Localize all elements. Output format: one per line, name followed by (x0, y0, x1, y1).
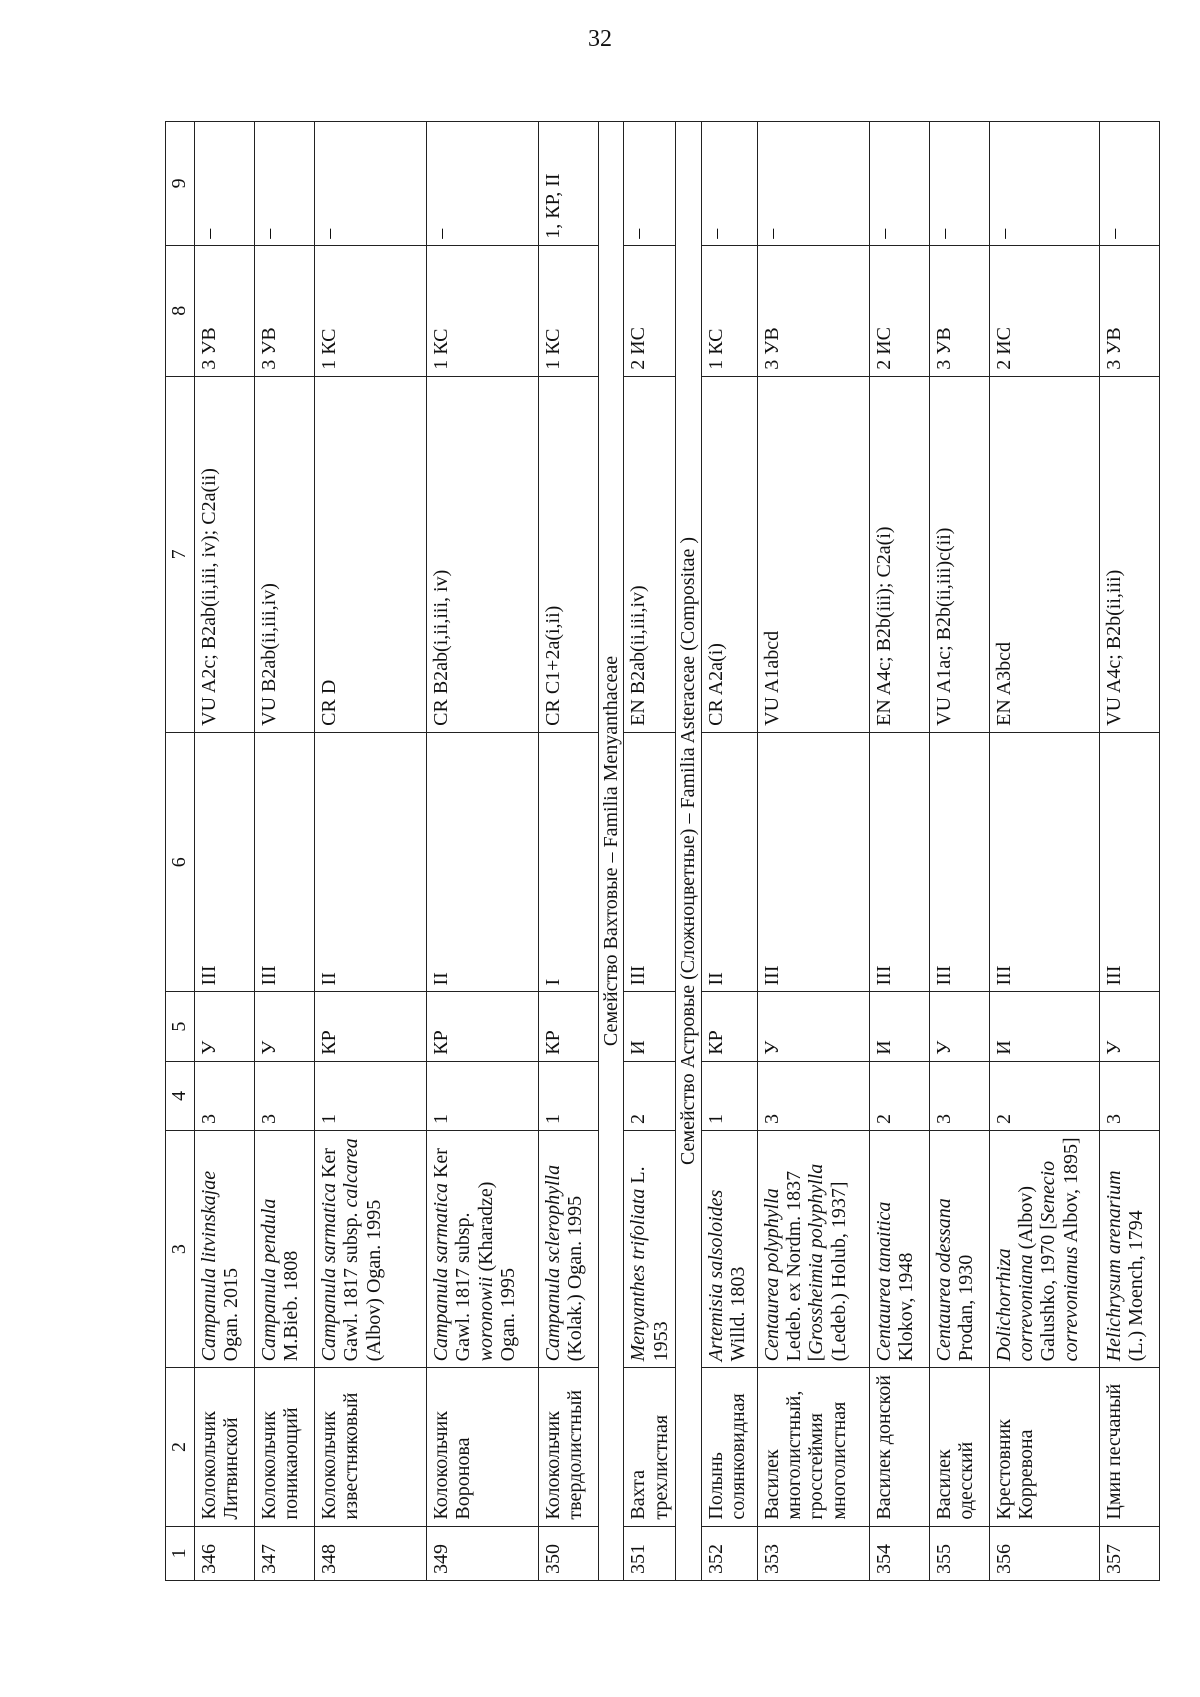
species-name-latin: Artemisia salsoloides Willd. 1803 (701, 1130, 757, 1367)
category-number: 3 (929, 1061, 989, 1130)
federal-status: – (1099, 122, 1159, 246)
species-name-ru: Колокольчик Воронова (427, 1368, 539, 1526)
species-name-ru: Колокольчик Литвинской (195, 1368, 255, 1526)
header-cell: 6 (166, 732, 195, 992)
federal-status: – (989, 122, 1099, 246)
family-row (599, 122, 624, 1581)
status-code: И (989, 992, 1099, 1061)
iucn-criteria: VU A1ac; B2b(ii,iii)c(ii) (929, 376, 989, 732)
category-number: 3 (255, 1061, 315, 1130)
category-number: 1 (427, 1061, 539, 1130)
species-name-ru: Василек многолистный, гроссгеймия многолистная (757, 1368, 869, 1526)
rotated-table-container (165, 121, 1175, 1581)
federal-status: 1, КР, II (539, 122, 599, 246)
priority-level: I (539, 732, 599, 992)
status-code: КР (427, 992, 539, 1061)
red-list-table (165, 121, 1160, 1581)
status-code: У (1099, 992, 1159, 1061)
regional-status: 1 КС (701, 245, 757, 376)
family-label: Семейство Вахтовые – Familia Menyanthaceae (599, 122, 624, 1581)
federal-status: – (195, 122, 255, 246)
header-cell: 4 (166, 1061, 195, 1130)
family-label: Семейство Астровые (Сложноцветные) – Familia Asteraceae (Compositae ) (676, 122, 701, 1581)
header-cell: 3 (166, 1130, 195, 1367)
regional-status: 1 КС (315, 245, 427, 376)
priority-level: II (427, 732, 539, 992)
species-name-ru: Вахта трехлистная (624, 1368, 676, 1526)
regional-status: 3 УВ (757, 245, 869, 376)
category-number: 3 (1099, 1061, 1159, 1130)
row-number: 355 (929, 1526, 989, 1580)
category-number: 3 (195, 1061, 255, 1130)
category-number: 2 (869, 1061, 929, 1130)
species-name-latin: Centaurea polyphylla Ledeb. ex Nordm. 1837 [Grossheimia polyphylla (Ledeb.) Holub, 1937] (757, 1130, 869, 1367)
species-name-latin: Menyanthes trifoliata L. 1953 (624, 1130, 676, 1367)
row-number: 352 (701, 1526, 757, 1580)
header-cell: 2 (166, 1368, 195, 1526)
species-name-latin: Centaurea odessana Prodan, 1930 (929, 1130, 989, 1367)
regional-status: 2 ИС (989, 245, 1099, 376)
federal-status: – (255, 122, 315, 246)
table-row (929, 122, 989, 1581)
category-number: 2 (624, 1061, 676, 1130)
status-code: У (757, 992, 869, 1061)
species-name-ru: Василек донской (869, 1368, 929, 1526)
species-name-ru: Василек одесский (929, 1368, 989, 1526)
family-row (676, 122, 701, 1581)
priority-level: III (1099, 732, 1159, 992)
federal-status: – (624, 122, 676, 246)
regional-status: 2 ИС (624, 245, 676, 376)
federal-status: – (701, 122, 757, 246)
iucn-criteria: VU B2ab(ii,iii,iv) (255, 376, 315, 732)
table-row (989, 122, 1099, 1581)
category-number: 2 (989, 1061, 1099, 1130)
page-number: 32 (588, 26, 612, 52)
status-code: И (624, 992, 676, 1061)
table-row (539, 122, 599, 1581)
status-code: КР (315, 992, 427, 1061)
priority-level: III (989, 732, 1099, 992)
row-number: 349 (427, 1526, 539, 1580)
priority-level: III (869, 732, 929, 992)
species-name-ru: Крестовник Корревона (989, 1368, 1099, 1526)
species-name-latin: Campanula litvinskajae Ogan. 2015 (195, 1130, 255, 1367)
category-number: 1 (315, 1061, 427, 1130)
header-row (166, 122, 195, 1581)
species-name-ru: Колокольчик твердолистный (539, 1368, 599, 1526)
iucn-criteria: CR B2ab(i,ii,iii, iv) (427, 376, 539, 732)
header-cell: 8 (166, 245, 195, 376)
iucn-criteria: VU A1abcd (757, 376, 869, 732)
species-name-latin: Helichrysum arenarium (L.) Moench, 1794 (1099, 1130, 1159, 1367)
federal-status: – (315, 122, 427, 246)
row-number: 347 (255, 1526, 315, 1580)
row-number: 351 (624, 1526, 676, 1580)
table-row (757, 122, 869, 1581)
species-name-latin: Campanula sarmatica Ker Gawl. 1817 subsp. calcarea (Albov) Ogan. 1995 (315, 1130, 427, 1367)
species-name-latin: Centaurea tanaitica Klokov, 1948 (869, 1130, 929, 1367)
regional-status: 3 УВ (255, 245, 315, 376)
iucn-criteria: CR A2a(i) (701, 376, 757, 732)
table-row (255, 122, 315, 1581)
row-number: 346 (195, 1526, 255, 1580)
species-name-ru: Полынь солянковидная (701, 1368, 757, 1526)
priority-level: III (929, 732, 989, 992)
federal-status: – (869, 122, 929, 246)
status-code: И (869, 992, 929, 1061)
table-row (701, 122, 757, 1581)
priority-level: III (624, 732, 676, 992)
table-row (427, 122, 539, 1581)
table-row (315, 122, 427, 1581)
row-number: 357 (1099, 1526, 1159, 1580)
priority-level: II (315, 732, 427, 992)
iucn-criteria: CR C1+2a(i,ii) (539, 376, 599, 732)
priority-level: III (195, 732, 255, 992)
category-number: 1 (701, 1061, 757, 1130)
status-code: У (195, 992, 255, 1061)
row-number: 356 (989, 1526, 1099, 1580)
species-name-latin: Campanula sarmatica Ker Gawl. 1817 subsp. woronowii (Kharadze) Ogan. 1995 (427, 1130, 539, 1367)
species-name-ru: Цмин песчаный (1099, 1368, 1159, 1526)
category-number: 1 (539, 1061, 599, 1130)
header-cell: 9 (166, 122, 195, 246)
header-cell: 5 (166, 992, 195, 1061)
status-code: КР (539, 992, 599, 1061)
regional-status: 3 УВ (1099, 245, 1159, 376)
status-code: У (929, 992, 989, 1061)
table-body (166, 122, 1160, 1581)
regional-status: 3 УВ (195, 245, 255, 376)
table-row (195, 122, 255, 1581)
federal-status: – (929, 122, 989, 246)
species-name-latin: Dolichorrhiza correvoniana (Albov) Galushko, 1970 [Senecio correvonianus Albov, 1895] (989, 1130, 1099, 1367)
table-row (1099, 122, 1159, 1581)
iucn-criteria: VU A2c; B2ab(ii,iii, iv); C2a(ii) (195, 376, 255, 732)
iucn-criteria: EN A3bcd (989, 376, 1099, 732)
category-number: 3 (757, 1061, 869, 1130)
header-cell: 7 (166, 376, 195, 732)
iucn-criteria: EN B2ab(ii,iii,iv) (624, 376, 676, 732)
row-number: 348 (315, 1526, 427, 1580)
iucn-criteria: EN A4c; B2b(iii); C2a(i) (869, 376, 929, 732)
table-row (624, 122, 676, 1581)
table-row (869, 122, 929, 1581)
species-name-latin: Campanula pendula M.Bieb. 1808 (255, 1130, 315, 1367)
row-number: 353 (757, 1526, 869, 1580)
species-name-ru: Колокольчик поникающий (255, 1368, 315, 1526)
species-name-latin: Campanula sclerophylla (Kolak.) Ogan. 1995 (539, 1130, 599, 1367)
regional-status: 3 УВ (929, 245, 989, 376)
row-number: 354 (869, 1526, 929, 1580)
regional-status: 1 КС (427, 245, 539, 376)
federal-status: – (427, 122, 539, 246)
federal-status: – (757, 122, 869, 246)
species-name-ru: Колокольчик известняковый (315, 1368, 427, 1526)
priority-level: III (255, 732, 315, 992)
iucn-criteria: VU A4c; B2b(ii,iii) (1099, 376, 1159, 732)
row-number: 350 (539, 1526, 599, 1580)
status-code: У (255, 992, 315, 1061)
priority-level: III (757, 732, 869, 992)
regional-status: 2 ИС (869, 245, 929, 376)
priority-level: II (701, 732, 757, 992)
header-cell: 1 (166, 1526, 195, 1580)
regional-status: 1 КС (539, 245, 599, 376)
status-code: КР (701, 992, 757, 1061)
iucn-criteria: CR D (315, 376, 427, 732)
